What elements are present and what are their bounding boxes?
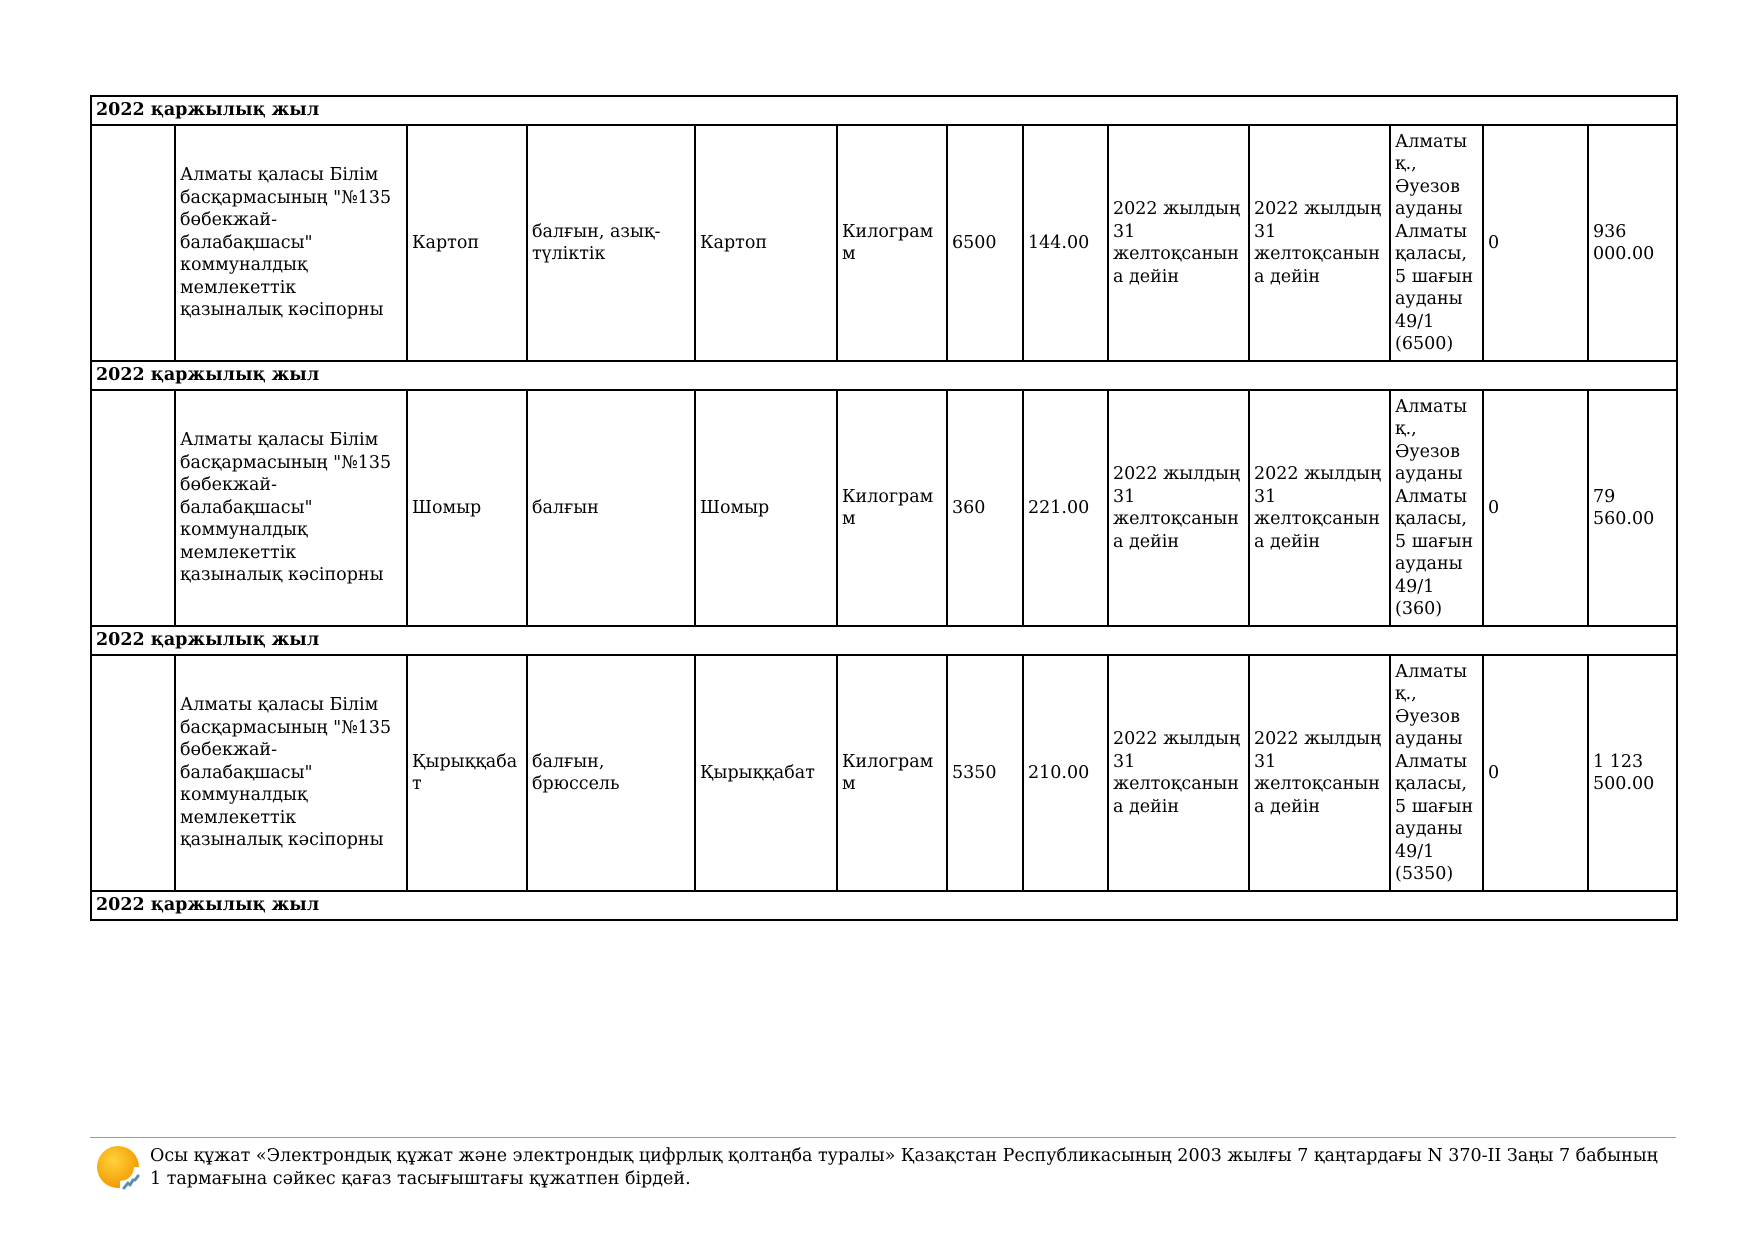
- table-row: [91, 125, 1677, 361]
- unit-cell: Килограмм: [837, 390, 947, 626]
- additional-cell: Қырыққабат: [695, 655, 837, 891]
- sum-cell: 79 560.00: [1588, 390, 1677, 626]
- delivery-place-cell: Алматы қ., Әуезов ауданы Алматы қаласы, 5 шағын ауданы 49/1 (5350): [1390, 655, 1483, 891]
- price-cell: 144.00: [1023, 125, 1108, 361]
- spec-cell: балғын: [527, 390, 695, 626]
- sum-cell: 936 000.00: [1588, 125, 1677, 361]
- item-name-cell: Картоп: [407, 125, 527, 361]
- contract-term-cell: 2022 жылдың 31 желтоқсанына дейін: [1249, 655, 1390, 891]
- quantity-cell: 5350: [947, 655, 1023, 891]
- year-row: [91, 626, 1677, 655]
- row-number: [91, 655, 175, 891]
- delivery-place-cell: Алматы қ., Әуезов ауданы Алматы қаласы, 5 шағын ауданы 49/1 (6500): [1390, 125, 1483, 361]
- contract-term-cell: 2022 жылдың 31 желтоқсанына дейін: [1249, 390, 1390, 626]
- year-label: 2022 қаржылық жыл: [91, 96, 1677, 125]
- year-label: 2022 қаржылық жыл: [91, 891, 1677, 920]
- procurement-table: [90, 95, 1678, 921]
- item-name-cell: Қырыққабат: [407, 655, 527, 891]
- footer-text: Осы құжат «Электрондық құжат және электрондық цифрлық қолтаңба туралы» Қазақстан Республикасының 2003 жылғы 7 қаңтардағы N 370-II Заңы 7 бабының 1 тармағына сәйкес қағаз тасығыштағы құжатпен бірдей.: [150, 1146, 1658, 1189]
- egov-sun-logo-icon: [94, 1143, 144, 1193]
- advance-cell: 0: [1483, 390, 1588, 626]
- price-cell: 221.00: [1023, 390, 1108, 626]
- delivery-term-cell: 2022 жылдың 31 желтоқсанына дейін: [1108, 655, 1249, 891]
- customer-cell: Алматы қаласы Білім басқармасының "№135 бөбекжай-балабақшасы" коммуналдық мемлекеттік қазыналық кәсіпорны: [175, 655, 407, 891]
- unit-cell: Килограмм: [837, 125, 947, 361]
- sum-cell: 1 123 500.00: [1588, 655, 1677, 891]
- customer-cell: Алматы қаласы Білім басқармасының "№135 бөбекжай-балабақшасы" коммуналдық мемлекеттік қазыналық кәсіпорны: [175, 390, 407, 626]
- quantity-cell: 6500: [947, 125, 1023, 361]
- spec-cell: балғын, брюссель: [527, 655, 695, 891]
- footer: [90, 1137, 1676, 1189]
- unit-cell: Килограмм: [837, 655, 947, 891]
- customer-cell: Алматы қаласы Білім басқармасының "№135 бөбекжай-балабақшасы" коммуналдық мемлекеттік қазыналық кәсіпорны: [175, 125, 407, 361]
- quantity-cell: 360: [947, 390, 1023, 626]
- year-row: [91, 96, 1677, 125]
- additional-cell: Картоп: [695, 125, 837, 361]
- table-row: [91, 655, 1677, 891]
- advance-cell: 0: [1483, 125, 1588, 361]
- additional-cell: Шомыр: [695, 390, 837, 626]
- delivery-place-cell: Алматы қ., Әуезов ауданы Алматы қаласы, 5 шағын ауданы 49/1 (360): [1390, 390, 1483, 626]
- delivery-term-cell: 2022 жылдың 31 желтоқсанына дейін: [1108, 125, 1249, 361]
- contract-term-cell: 2022 жылдың 31 желтоқсанына дейін: [1249, 125, 1390, 361]
- item-name-cell: Шомыр: [407, 390, 527, 626]
- advance-cell: 0: [1483, 655, 1588, 891]
- year-label: 2022 қаржылық жыл: [91, 626, 1677, 655]
- row-number: [91, 390, 175, 626]
- delivery-term-cell: 2022 жылдың 31 желтоқсанына дейін: [1108, 390, 1249, 626]
- row-number: [91, 125, 175, 361]
- year-row: [91, 891, 1677, 920]
- table-row: [91, 390, 1677, 626]
- spec-cell: балғын, азық-түліктік: [527, 125, 695, 361]
- price-cell: 210.00: [1023, 655, 1108, 891]
- year-label: 2022 қаржылық жыл: [91, 361, 1677, 390]
- year-row: [91, 361, 1677, 390]
